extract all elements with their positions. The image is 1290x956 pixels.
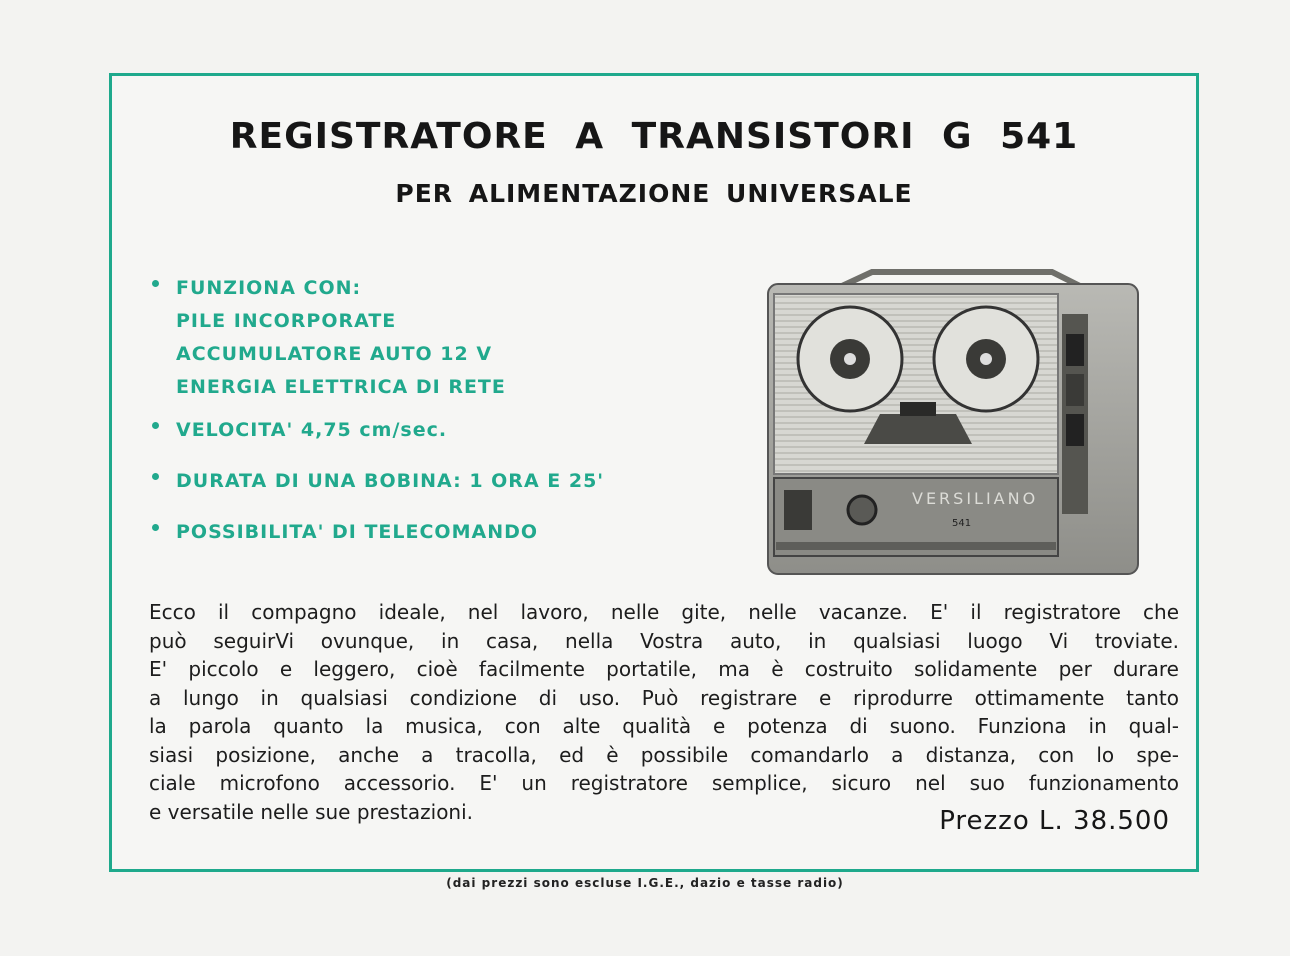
body-line: E' piccolo e leggero, cioè facilmente portatile, ma è costruito solidamente per durare [149, 657, 1179, 681]
body-paragraph [149, 598, 1179, 826]
bullet-icon [152, 280, 159, 287]
body-line: può seguirVi ovunque, in casa, nella Vostra auto, in qualsiasi luogo Vi troviate. [149, 628, 1179, 653]
model-label: 541 [952, 518, 972, 529]
feature-power-item: ACCUMULATORE AUTO 12 V [176, 343, 493, 365]
body-line: la parola quanto la musica, con alte qualità e potenza di suono. Funziona in qual- [149, 714, 1179, 738]
feature-speed [148, 414, 708, 447]
body-line: ciale microfono accessorio. E' un registratore semplice, sicuro nel suo funzionamento [149, 771, 1179, 795]
bullet-icon [152, 422, 159, 429]
body-line: e versatile nelle sue prestazioni. [149, 799, 474, 824]
feature-remote [148, 516, 708, 549]
feature-duration [148, 465, 708, 498]
feature-power-item: PILE INCORPORATE [176, 310, 397, 332]
price-label: Prezzo L. 38.500 [939, 806, 1170, 836]
feature-remote-text: POSSIBILITA' DI TELECOMANDO [176, 521, 539, 543]
ad-subtitle: PER ALIMENTAZIONE UNIVERSALE [395, 179, 913, 208]
price-footnote: (dai prezzi sono escluse I.G.E., dazio e tasse radio) [446, 876, 844, 890]
left-reel [798, 307, 902, 411]
body-line: a lungo in qualsiasi condizione di uso. Può registrare e riprodurre ottimamente tanto [149, 685, 1179, 710]
feature-list [148, 272, 708, 567]
tape-recorder-image [762, 264, 1144, 579]
feature-duration-text: DURATA DI UNA BOBINA: 1 ORA E 25' [176, 470, 605, 492]
feature-power [148, 272, 708, 404]
brand-label: VERSILIANO [912, 489, 1039, 508]
feature-power-head: FUNZIONA CON: [176, 277, 362, 299]
bullet-icon [152, 524, 159, 531]
feature-speed-text: VELOCITA' 4,75 cm/sec. [176, 419, 448, 441]
body-line: siasi posizione, anche a tracolla, ed è possibile comandarlo a distanza, con lo spe- [149, 742, 1179, 767]
body-line: Ecco il compagno ideale, nel lavoro, nelle gite, nelle vacanze. E' il registratore che [149, 600, 1179, 624]
ad-title: REGISTRATORE A TRANSISTORI G 541 [229, 116, 1079, 157]
right-reel [934, 307, 1038, 411]
ad-frame [109, 73, 1199, 872]
feature-power-item: ENERGIA ELETTRICA DI RETE [176, 376, 506, 398]
bullet-icon [152, 473, 159, 480]
